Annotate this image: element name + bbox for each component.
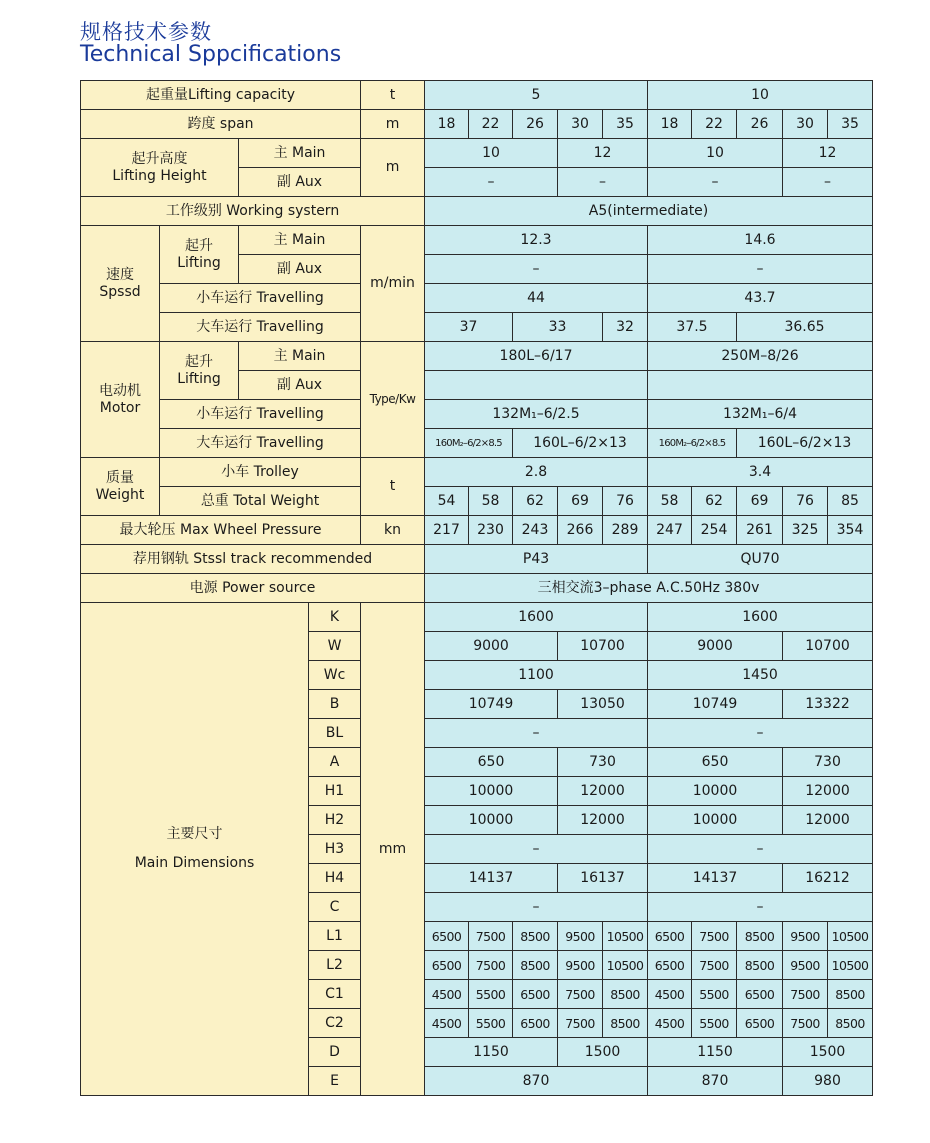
speed-lifting-label	[160, 226, 239, 284]
wheel-pressure-cell: 243	[513, 516, 558, 545]
dim-cell: 5500	[469, 1009, 513, 1038]
row-speed-main	[81, 226, 873, 255]
dim-cell: 5500	[692, 1009, 737, 1038]
dim-cell: 6500	[737, 1009, 783, 1038]
wheel-pressure-cell: 254	[692, 516, 737, 545]
dim-cell: 8500	[737, 951, 783, 980]
dim-cell: 6500	[513, 980, 558, 1009]
weight-total-label: 总重 Total Weight	[160, 487, 361, 516]
row-span	[81, 110, 873, 139]
dim-label: C2	[309, 1009, 361, 1038]
motor-main-cell: 180L–6/17	[425, 342, 648, 371]
dim-cell: 1100	[425, 661, 648, 690]
speed-crane-label: 大车运行 Travelling	[160, 313, 361, 342]
dim-label: H4	[309, 864, 361, 893]
motor-trolley-label: 小车运行 Travelling	[160, 400, 361, 429]
dim-cell: 6500	[648, 922, 692, 951]
dim-cell: 7500	[783, 1009, 828, 1038]
dim-cell: 12000	[783, 806, 873, 835]
dim-label: L1	[309, 922, 361, 951]
lifting-height-main-cell: 12	[783, 139, 873, 168]
dim-cell: 7500	[558, 980, 603, 1009]
dim-cell: 980	[783, 1067, 873, 1096]
title-english: Technical Sppcifications	[80, 42, 342, 67]
dim-cell: 4500	[425, 1009, 469, 1038]
dim-cell: 10000	[648, 806, 783, 835]
dim-cell: 8500	[513, 951, 558, 980]
track-10t: QU70	[648, 545, 873, 574]
motor-label-en: Motor	[99, 399, 141, 416]
dim-cell: 5500	[469, 980, 513, 1009]
weight-total-cell: 76	[783, 487, 828, 516]
dim-cell: 6500	[425, 922, 469, 951]
dim-cell: 1150	[648, 1038, 783, 1067]
speed-trolley-cell: 44	[425, 284, 648, 313]
motor-aux-cell	[425, 371, 648, 400]
dim-cell: 10000	[425, 777, 558, 806]
weight-label-en: Weight	[95, 486, 145, 503]
dim-label: K	[309, 603, 361, 632]
capacity-unit: t	[361, 81, 425, 110]
span-cell: 22	[469, 110, 513, 139]
lifting-height-aux-cell: –	[425, 168, 558, 197]
weight-total-cell: 58	[469, 487, 513, 516]
weight-total-cell: 58	[648, 487, 692, 516]
span-cell: 26	[513, 110, 558, 139]
motor-crane-label: 大车运行 Travelling	[160, 429, 361, 458]
dim-cell: 5500	[692, 980, 737, 1009]
dim-cell: 8500	[603, 980, 648, 1009]
dimensions-label-cn: 主要尺寸	[166, 826, 223, 842]
dim-cell: 10749	[648, 690, 783, 719]
dim-cell: 9500	[783, 922, 828, 951]
weight-trolley-cell: 2.8	[425, 458, 648, 487]
dim-cell: 1150	[425, 1038, 558, 1067]
weight-label	[81, 458, 160, 516]
wheel-pressure-cell: 247	[648, 516, 692, 545]
dim-cell: 10500	[828, 922, 873, 951]
motor-unit: Type/Kw	[361, 342, 425, 458]
weight-unit: t	[361, 458, 425, 516]
span-label: 跨度 span	[81, 110, 361, 139]
speed-aux-cell: –	[648, 255, 873, 284]
lifting-height-aux-cell: –	[558, 168, 648, 197]
dim-label: BL	[309, 719, 361, 748]
dim-label: A	[309, 748, 361, 777]
dim-cell: 9000	[648, 632, 783, 661]
dim-cell: 650	[648, 748, 783, 777]
row-speed-crane	[81, 313, 873, 342]
dim-label: Wc	[309, 661, 361, 690]
speed-lifting-label-en: Lifting	[177, 254, 221, 271]
dim-cell: 12000	[558, 777, 648, 806]
span-cell: 30	[783, 110, 828, 139]
lifting-height-label-cn: 起升高度	[131, 150, 188, 167]
dim-cell: 8500	[828, 1009, 873, 1038]
dim-cell: 10700	[783, 632, 873, 661]
row-track	[81, 545, 873, 574]
motor-crane-cell: 160M₂–6/2×8.5	[425, 429, 513, 458]
lifting-height-unit: m	[361, 139, 425, 197]
dim-label: B	[309, 690, 361, 719]
motor-lifting-label	[160, 342, 239, 400]
power-label: 电源 Power source	[81, 574, 425, 603]
weight-trolley-cell: 3.4	[648, 458, 873, 487]
speed-lifting-label-cn: 起升	[185, 237, 213, 254]
motor-trolley-cell: 132M₁–6/2.5	[425, 400, 648, 429]
dim-label: D	[309, 1038, 361, 1067]
working-system-label: 工作级别 Working systern	[81, 197, 425, 226]
motor-crane-cell: 160L–6/2×13	[513, 429, 648, 458]
span-unit: m	[361, 110, 425, 139]
dim-cell: 7500	[692, 922, 737, 951]
row-dim-K	[81, 603, 873, 632]
dim-cell: 10700	[558, 632, 648, 661]
dim-cell: 870	[648, 1067, 783, 1096]
lifting-height-label	[81, 139, 239, 197]
span-cell: 35	[828, 110, 873, 139]
track-5t: P43	[425, 545, 648, 574]
weight-trolley-label: 小车 Trolley	[160, 458, 361, 487]
motor-lifting-label-en: Lifting	[177, 370, 221, 387]
speed-label-cn: 速度	[106, 266, 134, 283]
speed-main-label: 主 Main	[239, 226, 361, 255]
dim-cell: 6500	[737, 980, 783, 1009]
row-working-system	[81, 197, 873, 226]
dim-cell: 8500	[737, 922, 783, 951]
dim-label: H2	[309, 806, 361, 835]
wheel-pressure-label: 最大轮压 Max Wheel Pressure	[81, 516, 361, 545]
wheel-pressure-cell: 217	[425, 516, 469, 545]
dim-label: L2	[309, 951, 361, 980]
motor-trolley-cell: 132M₁–6/4	[648, 400, 873, 429]
dim-label: C1	[309, 980, 361, 1009]
speed-trolley-label: 小车运行 Travelling	[160, 284, 361, 313]
speed-crane-cell: 36.65	[737, 313, 873, 342]
speed-crane-cell: 33	[513, 313, 603, 342]
track-label: 荐用钢轨 Stssl track recommended	[81, 545, 425, 574]
dim-cell: 9000	[425, 632, 558, 661]
dim-cell: 10749	[425, 690, 558, 719]
dim-cell: 1500	[558, 1038, 648, 1067]
capacity-label: 起重量Lifting capacity	[81, 81, 361, 110]
dim-label: C	[309, 893, 361, 922]
dim-cell: –	[648, 719, 873, 748]
dim-cell: –	[648, 893, 873, 922]
dim-cell: 730	[558, 748, 648, 777]
speed-main-cell: 14.6	[648, 226, 873, 255]
dim-cell: 14137	[648, 864, 783, 893]
dim-cell: 6500	[648, 951, 692, 980]
motor-crane-cell: 160M₂–6/2×8.5	[648, 429, 737, 458]
dim-cell: 9500	[783, 951, 828, 980]
weight-total-cell: 62	[513, 487, 558, 516]
speed-aux-label: 副 Aux	[239, 255, 361, 284]
motor-lifting-label-cn: 起升	[185, 353, 213, 370]
row-wheel-pressure	[81, 516, 873, 545]
dim-cell: 9500	[558, 951, 603, 980]
dim-cell: 16212	[783, 864, 873, 893]
motor-label-cn: 电动机	[99, 382, 141, 399]
dim-cell: 1600	[425, 603, 648, 632]
wheel-pressure-cell: 261	[737, 516, 783, 545]
motor-main-cell: 250M–8/26	[648, 342, 873, 371]
weight-label-cn: 质量	[106, 469, 134, 486]
dim-cell: 14137	[425, 864, 558, 893]
dim-cell: 7500	[469, 922, 513, 951]
dim-cell: 1500	[783, 1038, 873, 1067]
dim-cell: 16137	[558, 864, 648, 893]
capacity-5t: 5	[425, 81, 648, 110]
speed-label	[81, 226, 160, 342]
dim-cell: 10500	[828, 951, 873, 980]
power-value: 三相交流3–phase A.C.50Hz 380v	[425, 574, 873, 603]
weight-total-cell: 69	[558, 487, 603, 516]
dim-cell: 870	[425, 1067, 648, 1096]
working-system-value: A5(intermediate)	[425, 197, 873, 226]
span-cell: 26	[737, 110, 783, 139]
weight-total-cell: 69	[737, 487, 783, 516]
motor-aux-cell	[648, 371, 873, 400]
dim-cell: 8500	[603, 1009, 648, 1038]
speed-label-en: Spssd	[99, 283, 141, 300]
motor-label	[81, 342, 160, 458]
span-cell: 18	[648, 110, 692, 139]
dim-cell: –	[425, 893, 648, 922]
weight-total-cell: 76	[603, 487, 648, 516]
dim-cell: 6500	[513, 1009, 558, 1038]
span-cell: 22	[692, 110, 737, 139]
dim-cell: 4500	[425, 980, 469, 1009]
dim-cell: –	[425, 835, 648, 864]
dim-cell: 13322	[783, 690, 873, 719]
row-lifting-height-main	[81, 139, 873, 168]
wheel-pressure-cell: 266	[558, 516, 603, 545]
dim-cell: 8500	[513, 922, 558, 951]
speed-crane-cell: 32	[603, 313, 648, 342]
dim-cell: –	[425, 719, 648, 748]
wheel-pressure-unit: kn	[361, 516, 425, 545]
dim-cell: 8500	[828, 980, 873, 1009]
span-cell: 35	[603, 110, 648, 139]
row-weight-total	[81, 487, 873, 516]
dimensions-unit: mm	[361, 603, 425, 1096]
lifting-height-aux-label: 副 Aux	[239, 168, 361, 197]
speed-crane-cell: 37	[425, 313, 513, 342]
dim-cell: 12000	[558, 806, 648, 835]
motor-main-label: 主 Main	[239, 342, 361, 371]
row-capacity	[81, 81, 873, 110]
dim-cell: 7500	[692, 951, 737, 980]
dim-cell: 4500	[648, 980, 692, 1009]
dim-cell: –	[648, 835, 873, 864]
row-motor-crane	[81, 429, 873, 458]
wheel-pressure-cell: 325	[783, 516, 828, 545]
row-motor-trolley	[81, 400, 873, 429]
capacity-10t: 10	[648, 81, 873, 110]
dim-label: E	[309, 1067, 361, 1096]
dim-cell: 7500	[469, 951, 513, 980]
speed-crane-cell: 37.5	[648, 313, 737, 342]
speed-trolley-cell: 43.7	[648, 284, 873, 313]
speed-main-cell: 12.3	[425, 226, 648, 255]
weight-total-cell: 54	[425, 487, 469, 516]
lifting-height-main-cell: 12	[558, 139, 648, 168]
dim-cell: 730	[783, 748, 873, 777]
dim-cell: 9500	[558, 922, 603, 951]
dim-label: H3	[309, 835, 361, 864]
motor-aux-label: 副 Aux	[239, 371, 361, 400]
wheel-pressure-cell: 230	[469, 516, 513, 545]
dim-cell: 10000	[648, 777, 783, 806]
lifting-height-main-cell: 10	[425, 139, 558, 168]
dim-cell: 10500	[603, 951, 648, 980]
motor-crane-cell: 160L–6/2×13	[737, 429, 873, 458]
span-cell: 30	[558, 110, 603, 139]
lifting-height-main-label: 主 Main	[239, 139, 361, 168]
dim-cell: 650	[425, 748, 558, 777]
dim-cell: 1600	[648, 603, 873, 632]
dimensions-label-en: Main Dimensions	[134, 855, 255, 871]
wheel-pressure-cell: 354	[828, 516, 873, 545]
weight-total-cell: 85	[828, 487, 873, 516]
wheel-pressure-cell: 289	[603, 516, 648, 545]
row-weight-trolley	[81, 458, 873, 487]
lifting-height-label-en: Lifting Height	[112, 167, 207, 184]
dim-cell: 7500	[783, 980, 828, 1009]
dim-label: W	[309, 632, 361, 661]
dim-cell: 6500	[425, 951, 469, 980]
row-power	[81, 574, 873, 603]
weight-total-cell: 62	[692, 487, 737, 516]
lifting-height-aux-cell: –	[783, 168, 873, 197]
dim-cell: 10500	[603, 922, 648, 951]
dim-cell: 13050	[558, 690, 648, 719]
title-chinese: 规格技术参数	[80, 20, 212, 44]
speed-unit: m/min	[361, 226, 425, 342]
lifting-height-main-cell: 10	[648, 139, 783, 168]
lifting-height-aux-cell: –	[648, 168, 783, 197]
dim-cell: 4500	[648, 1009, 692, 1038]
speed-aux-cell: –	[425, 255, 648, 284]
spec-table	[80, 80, 873, 1096]
dim-cell: 12000	[783, 777, 873, 806]
dim-label: H1	[309, 777, 361, 806]
dim-cell: 10000	[425, 806, 558, 835]
dim-cell: 7500	[558, 1009, 603, 1038]
row-speed-trolley	[81, 284, 873, 313]
span-cell: 18	[425, 110, 469, 139]
row-motor-main	[81, 342, 873, 371]
dimensions-label	[81, 603, 309, 1096]
dim-cell: 1450	[648, 661, 873, 690]
